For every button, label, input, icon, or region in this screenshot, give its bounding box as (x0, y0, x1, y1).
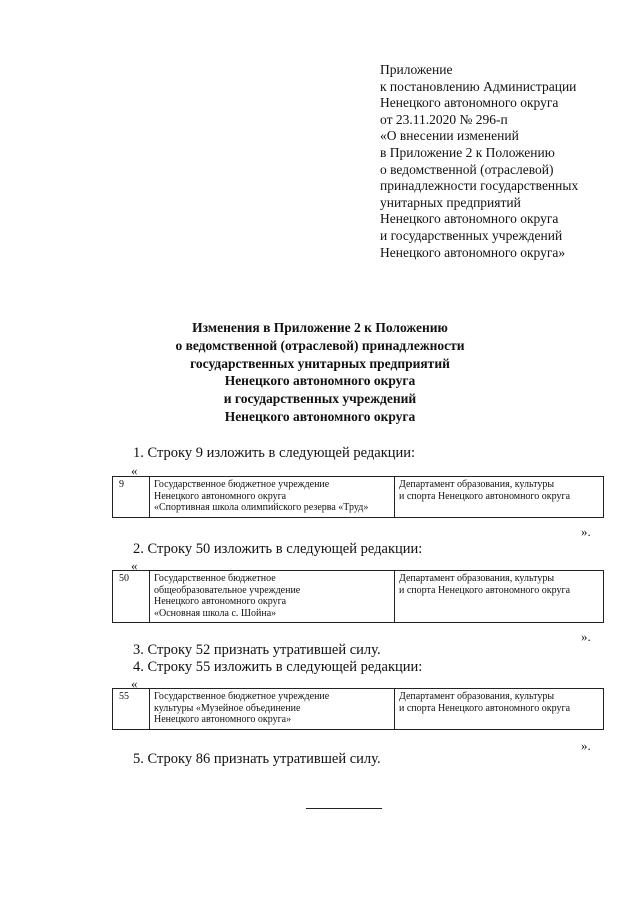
item-5: 5. Строку 86 признать утратившей силу. (133, 751, 381, 767)
table-row-9 (112, 476, 604, 518)
item-4: 4. Строку 55 изложить в следующей редакции: (133, 659, 423, 675)
appendix-line: унитарных предприятий (380, 194, 521, 210)
close-quote: ». (581, 738, 591, 753)
cell-line: культуры «Музейное объединение (154, 702, 301, 714)
cell-line: Департамент образования, культуры (399, 691, 555, 702)
appendix-line: Приложение (380, 62, 453, 77)
cell-line: Департамент образования, культуры (399, 479, 555, 490)
appendix-line: от 23.11.2020 № 296-п (380, 111, 508, 127)
item-2: 2. Строку 50 изложить в следующей редакции: (133, 541, 423, 557)
open-quote: « (131, 558, 138, 573)
organization-cell (150, 477, 395, 518)
cell-line: Государственное бюджетное учреждение (154, 479, 330, 490)
appendix-header (380, 62, 630, 261)
department-cell (395, 477, 604, 518)
department-cell (395, 689, 604, 730)
row-number: 50 (113, 571, 150, 623)
appendix-line: принадлежности государственных (380, 178, 579, 194)
cell-line: Ненецкого автономного округа (154, 596, 287, 607)
appendix-line: и государственных учреждений (380, 227, 563, 243)
appendix-line: «О внесении изменений (380, 128, 519, 144)
row-number: 9 (113, 477, 150, 518)
closing-divider (306, 808, 382, 809)
close-quote: ». (581, 629, 591, 644)
appendix-line: в Приложение 2 к Положению (380, 144, 555, 160)
cell-line: Государственное бюджетное учреждение (154, 691, 330, 702)
title-line: Ненецкого автономного округа (224, 408, 416, 424)
appendix-line: Ненецкого автономного округа (380, 211, 559, 227)
cell-line: Департамент образования, культуры (399, 573, 555, 584)
cell-line: «Основная школа с. Шойна» (154, 607, 277, 619)
cell-line: и спорта Ненецкого автономного округа (399, 702, 571, 714)
cell-line: Ненецкого автономного округа» (154, 714, 292, 725)
appendix-line: Ненецкого автономного округа (380, 95, 559, 111)
cell-line: Ненецкого автономного округа (154, 490, 287, 502)
document-title (0, 319, 640, 426)
open-quote: « (131, 463, 138, 478)
appendix-line: к постановлению Администрации (380, 78, 577, 94)
item-3: 3. Строку 52 признать утратившей силу. (133, 642, 381, 658)
item-1: 1. Строку 9 изложить в следующей редакции: (133, 445, 416, 461)
department-cell (395, 571, 604, 623)
title-line: государственных унитарных предприятий (190, 355, 450, 371)
close-quote: ». (581, 524, 591, 539)
title-line: Ненецкого автономного округа (224, 373, 416, 389)
cell-line: и спорта Ненецкого автономного округа (399, 584, 571, 596)
table-row-55 (112, 688, 604, 730)
open-quote: « (131, 676, 138, 691)
cell-line: общеобразовательное учреждение (154, 584, 301, 596)
title-line: Изменения в Приложение 2 к Положению (192, 320, 448, 335)
title-line: и государственных учреждений (223, 391, 417, 407)
cell-line: и спорта Ненецкого автономного округа (399, 490, 571, 502)
row-number: 55 (113, 689, 150, 730)
organization-cell (150, 571, 395, 623)
title-line: о ведомственной (отраслевой) принадлежности (175, 337, 465, 353)
appendix-line: Ненецкого автономного округа» (380, 244, 566, 260)
table-row-50 (112, 570, 604, 623)
cell-line: Государственное бюджетное (154, 573, 276, 584)
organization-cell (150, 689, 395, 730)
appendix-line: о ведомственной (отраслевой) (380, 161, 554, 177)
cell-line: «Спортивная школа олимпийского резерва «Труд» (154, 502, 369, 513)
